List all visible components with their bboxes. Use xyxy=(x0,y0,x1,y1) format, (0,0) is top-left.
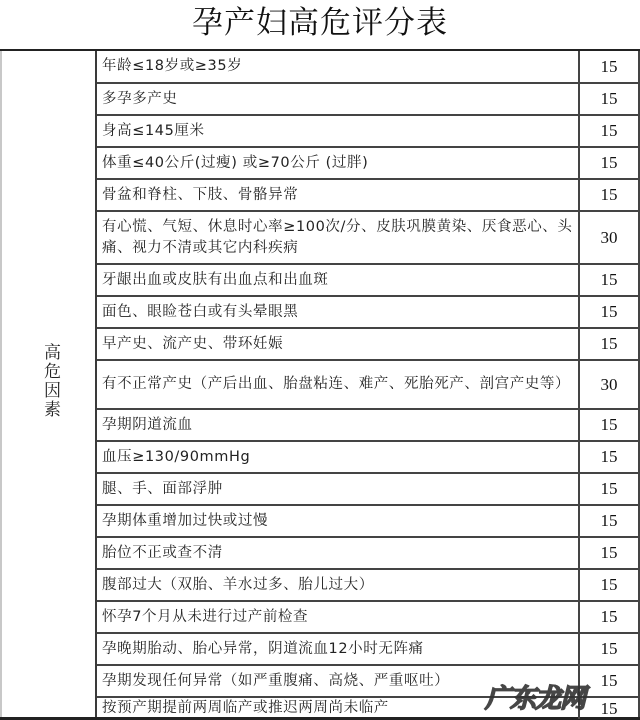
table-row xyxy=(97,51,640,84)
table-row xyxy=(97,180,640,212)
table-row xyxy=(97,666,640,698)
table-row xyxy=(97,84,640,116)
table-row xyxy=(97,265,640,297)
table-row xyxy=(97,361,640,410)
risk-score-value: 15 xyxy=(600,334,618,353)
risk-factor-description: 有心慌、气短、休息时心率≥100次/分、皮肤巩膜黄染、厌食恶心、头痛、视力不清或其它内科疾病 xyxy=(97,212,580,263)
category-label xyxy=(2,343,97,419)
risk-score-value: 30 xyxy=(600,227,618,247)
risk-score-table xyxy=(0,49,640,720)
risk-score-value: 15 xyxy=(600,89,618,108)
risk-score-value: 15 xyxy=(600,153,618,172)
risk-factor-description: 有不正常产史（产后出血、胎盘粘连、难产、死胎死产、剖宫产史等） xyxy=(97,361,580,408)
risk-factor-description: 血压≥130/90mmHg xyxy=(97,442,580,472)
risk-factor-description: 怀孕7个月从未进行过产前检查 xyxy=(97,602,580,632)
risk-score-value: 15 xyxy=(600,511,618,530)
risk-factor-description: 孕期体重增加过快或过慢 xyxy=(97,506,580,536)
page-title: 孕产妇高危评分表 xyxy=(192,5,448,41)
risk-score-value: 15 xyxy=(600,185,618,204)
table-row xyxy=(97,148,640,180)
table-row xyxy=(97,474,640,506)
risk-factor-description: 牙龈出血或皮肤有出血点和出血斑 xyxy=(97,265,580,295)
table-row xyxy=(97,698,640,719)
risk-factor-description: 早产史、流产史、带环妊娠 xyxy=(97,329,580,359)
risk-score-value: 15 xyxy=(600,302,618,321)
risk-score-value: 15 xyxy=(600,415,618,434)
risk-score-value: 15 xyxy=(600,447,618,466)
risk-factor-description: 骨盆和脊柱、下肢、骨骼异常 xyxy=(97,180,580,210)
table-row xyxy=(97,634,640,666)
category-label-text: 高危因素 xyxy=(40,343,60,419)
table-row xyxy=(97,329,640,361)
table-body xyxy=(97,51,640,717)
table-row xyxy=(97,212,640,265)
risk-score-value: 15 xyxy=(600,607,618,626)
table-row xyxy=(97,116,640,148)
risk-factor-description: 孕期发现任何异常（如严重腹痛、高烧、严重呕吐） xyxy=(97,666,580,696)
table-row xyxy=(97,410,640,442)
risk-factor-description: 面色、眼睑苍白或有头晕眼黑 xyxy=(97,297,580,327)
risk-factor-description: 年龄≤18岁或≥35岁 xyxy=(97,51,580,82)
risk-score-value: 15 xyxy=(600,121,618,140)
risk-score-value: 15 xyxy=(600,698,618,718)
table-row xyxy=(97,602,640,634)
risk-factor-description: 孕晚期胎动、胎心异常，阴道流血12小时无阵痛 xyxy=(97,634,580,664)
risk-factor-description: 孕期阴道流血 xyxy=(97,410,580,440)
risk-score-value: 30 xyxy=(600,374,618,394)
risk-factor-description: 多孕多产史 xyxy=(97,84,580,114)
risk-score-value: 15 xyxy=(600,270,618,289)
watermark-logo: 广东龙网 xyxy=(485,684,586,714)
category-column xyxy=(0,51,97,717)
table-row xyxy=(97,538,640,570)
risk-score-value: 15 xyxy=(600,479,618,498)
table-row xyxy=(97,442,640,474)
risk-factor-description: 身高≤145厘米 xyxy=(97,116,580,146)
risk-score-value: 15 xyxy=(600,56,618,76)
table-row xyxy=(97,297,640,329)
risk-score-value: 15 xyxy=(600,639,618,658)
risk-factor-description: 腿、手、面部浮肿 xyxy=(97,474,580,504)
risk-factor-description: 腹部过大（双胎、羊水过多、胎儿过大） xyxy=(97,570,580,600)
risk-score-value: 15 xyxy=(600,671,618,690)
risk-factor-description: 体重≤40公斤(过瘦) 或≥70公斤 (过胖) xyxy=(97,148,580,178)
risk-factor-description: 胎位不正或查不清 xyxy=(97,538,580,568)
risk-score-value: 15 xyxy=(600,543,618,562)
risk-factor-description: 按预产期提前两周临产或推迟两周尚未临产 xyxy=(97,698,580,719)
table-row xyxy=(97,506,640,538)
table-row xyxy=(97,570,640,602)
risk-score-value: 15 xyxy=(600,575,618,594)
